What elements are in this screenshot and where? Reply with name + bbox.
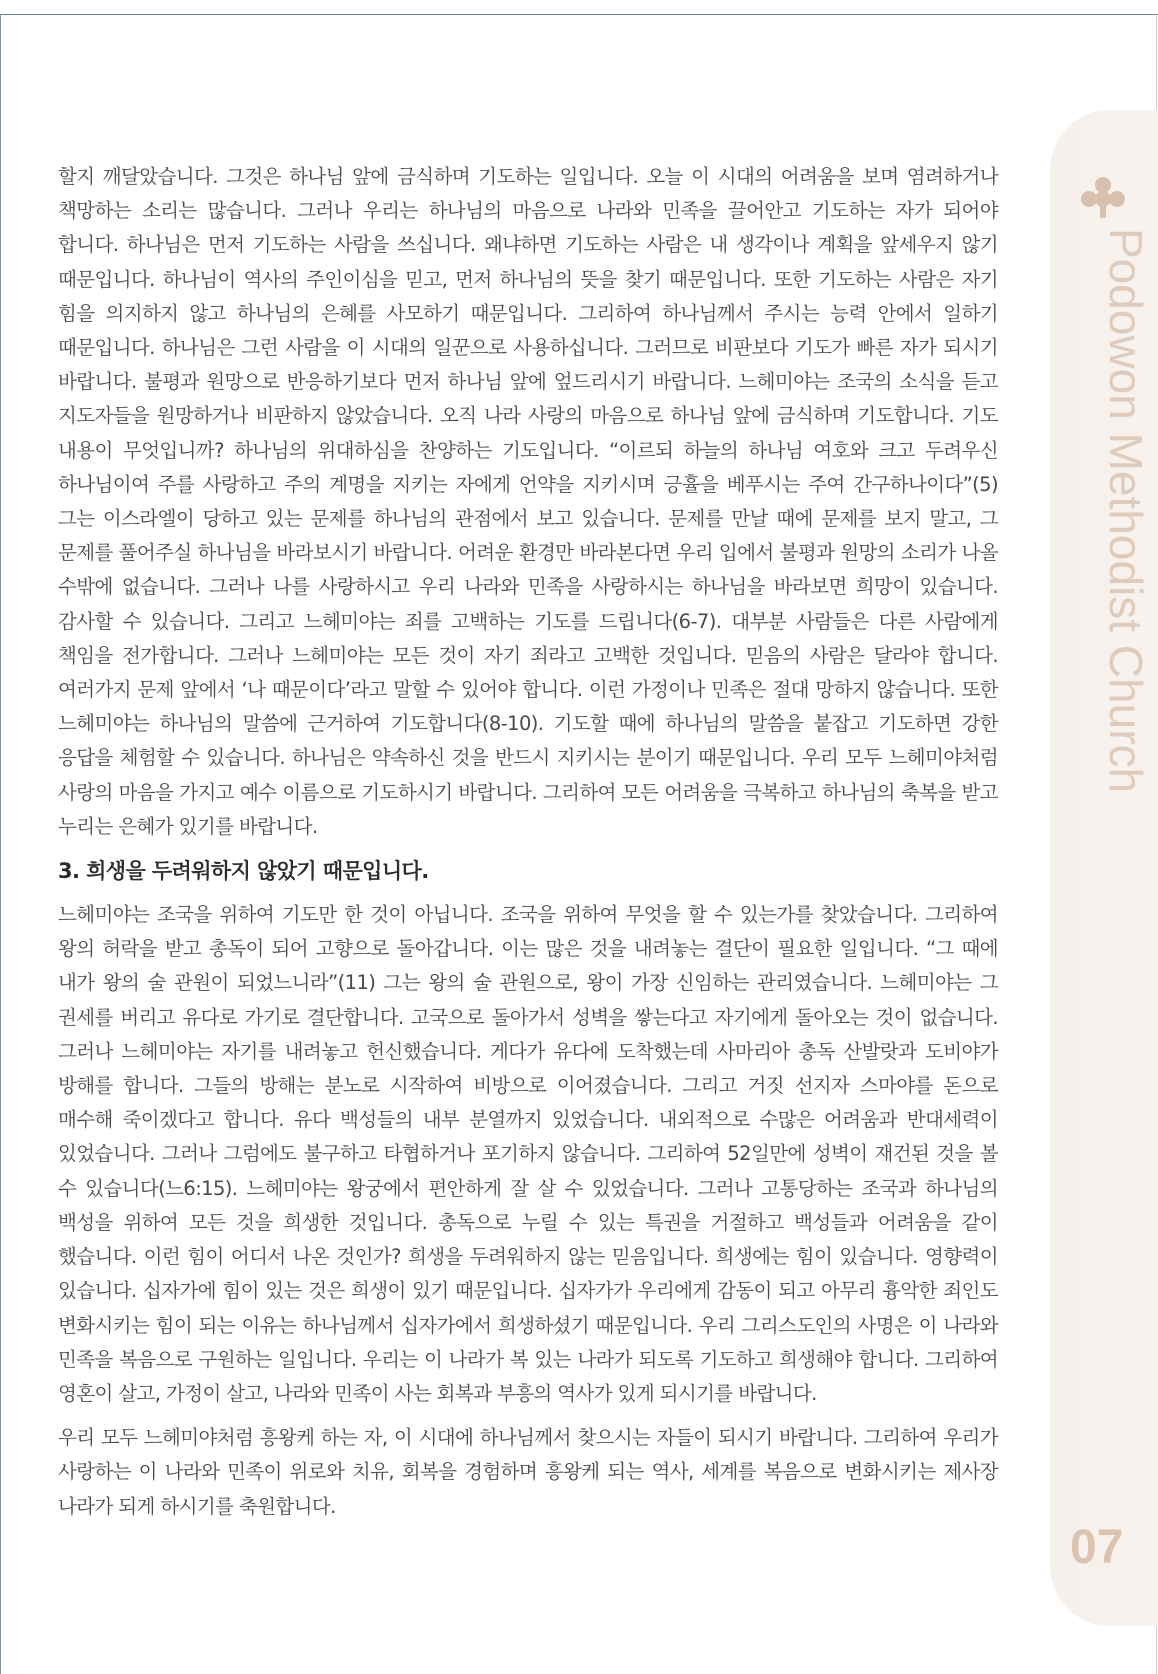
- paragraph-closing: 우리 모두 느헤미야처럼 흥왕케 하는 자, 이 시대에 하나님께서 찾으시는 자들이 되시기 바랍니다. 그리하여 우리가 사랑하는 이 나라와 민족이 위로와 치유, 회복을 경험하며 흥왕케 되는 역사, 세계를 복음으로 변화시키는 제사장 나라가 되게 하시기를 축원합니다.: [58, 1426, 998, 1518]
- sermon-body: [58, 160, 998, 1534]
- church-name-vertical: Podowon Methodist Church: [1100, 228, 1152, 794]
- page-border-left: [0, 14, 1, 1674]
- paragraph-prayer: 할지 깨달았습니다. 그것은 하나님 앞에 금식하며 기도하는 일입니다. 오늘 이 시대의 어려움을 보며 염려하거나 책망하는 소리는 많습니다. 그러나 우리는 하나님의 마음으로 나라와 민족을 끌어안고 기도하는 자가 되어야 합니다. 하나님은 먼저 기도하는 사람을 쓰십니다. 왜냐하면 기도하는 사람은 내 생각이나 계획을 앞세우지 않기 때문입니다. 하나님이 역사의 주인이심을 믿고, 먼저 하나님의 뜻을 찾기 때문입니다. 또한 기도하는 사람은 자기 힘을 의지하지 않고 하나님의 은혜를 사모하기 때문입니다. 그리하여 하나님께서 주시는 능력 안에서 일하기 때문입니다. 하나님은 그런 사람을 이 시대의 일꾼으로 사용하십니다. 그러므로 비판보다 기도가 빠른 자가 되시기 바랍니다. 불평과 원망으로 반응하기보다 먼저 하나님 앞에 엎드리시기 바랍니다. 느헤미야는 조국의 소식을 듣고 지도자들을 원망하거나 비판하지 않았습니다. 오직 나라 사랑의 마음으로 하나님 앞에 금식하며 기도합니다. 기도 내용이 무엇입니까? 하나님의 위대하심을 찬양하는 기도입니다. “이르되 하늘의 하나님 여호와 크고 두려우신 하나님이여 주를 사랑하고 주의 계명을 지키는 자에게 언약을 지키시며 긍휼을 베푸시는 주여 간구하나이다”(5) 그는 이스라엘이 당하고 있는 문제를 하나님의 관점에서 보고 있습니다. 문제를 만날 때에 문제를 보지 말고, 그 문제를 풀어주실 하나님을 바라보시기 바랍니다. 어려운 환경만 바라본다면 우리 입에서 불평과 원망의 소리가 나올 수밖에 없습니다. 그러나 나를 사랑하시고 우리 나라와 민족을 사랑하시는 하나님을 바라보면 희망이 있습니다. 감사할 수 있습니다. 그리고 느헤미야는 죄를 고백하는 기도를 드립니다(6-7). 대부분 사람들은 다른 사람에게 책임을 전가합니다. 그러나 느헤미야는 모든 것이 자기 죄라고 고백한 것입니다. 믿음의 사람은 달라야 합니다. 여러가지 문제 앞에서 ‘나 때문이다’라고 말할 수 있어야 합니다. 이런 가정이나 민족은 절대 망하지 않습니다. 또한 느헤미야는 하나님의 말씀에 근거하여 기도합니다(8-10). 기도할 때에 하나님의 말씀을 붙잡고 기도하면 강한 응답을 체험할 수 있습니다. 하나님은 약속하신 것을 반드시 지키시는 분이기 때문입니다. 우리 모두 느헤미야처럼 사랑의 마음을 가지고 예수 이름으로 기도하시기 바랍니다. 그리하여 모든 어려움을 극복하고 하나님의 축복을 받고 누리는 은혜가 있기를 바랍니다.: [58, 165, 998, 838]
- page-number: 07: [1070, 1521, 1124, 1574]
- section-heading-3: 3. 희생을 두려워하지 않았기 때문입니다.: [58, 859, 429, 884]
- page-border-top: [0, 14, 1158, 15]
- grape-cross-icon: [1080, 176, 1126, 222]
- paragraph-sacrifice: 느헤미야는 조국을 위하여 기도만 한 것이 아닙니다. 조국을 위하여 무엇을 할 수 있는가를 찾았습니다. 그리하여 왕의 허락을 받고 총독이 되어 고향으로 돌아갑니다. 이는 많은 것을 내려놓는 결단이 필요한 일입니다. “그 때에 내가 왕의 술 관원이 되었느니라”(11) 그는 왕의 술 관원으로, 왕이 가장 신임하는 관리였습니다. 느헤미야는 그 권세를 버리고 유다로 가기로 결단합니다. 고국으로 돌아가서 성벽을 쌓는다고 자기에게 돌아오는 것이 없습니다. 그러나 느헤미야는 자기를 내려놓고 헌신했습니다. 게다가 유다에 도착했는데 사마리아 총독 산발랏과 도비야가 방해를 합니다. 그들의 방해는 분노로 시작하여 비방으로 이어졌습니다. 그리고 거짓 선지자 스마야를 돈으로 매수해 죽이겠다고 합니다. 유다 백성들의 내부 분열까지 있었습니다. 내외적으로 수많은 어려움과 반대세력이 있었습니다. 그러나 그럼에도 불구하고 타협하거나 포기하지 않습니다. 그리하여 52일만에 성벽이 재건된 것을 볼 수 있습니다(느6:15). 느헤미야는 왕궁에서 편안하게 잘 살 수 있었습니다. 그러나 고통당하는 조국과 하나님의 백성을 위하여 모든 것을 희생한 것입니다. 총독으로 누릴 수 있는 특권을 거절하고 백성들과 어려움을 같이 했습니다. 이런 힘이 어디서 나온 것인가? 희생을 두려워하지 않는 믿음입니다. 희생에는 힘이 있습니다. 영향력이 있습니다. 십자가에 힘이 있는 것은 희생이 있기 때문입니다. 십자가가 우리에게 감동이 되고 아무리 흉악한 죄인도 변화시키는 힘이 되는 이유는 하나님께서 십자가에서 희생하셨기 때문입니다. 우리 그리스도인의 사명은 이 나라와 민족을 복음으로 구원하는 일입니다. 우리는 이 나라가 복 있는 나라가 되도록 기도하고 희생해야 합니다. 그리하여 영혼이 살고, 가정이 살고, 나라와 민족이 사는 회복과 부흥의 역사가 있게 되시기를 바랍니다.: [58, 903, 998, 1405]
